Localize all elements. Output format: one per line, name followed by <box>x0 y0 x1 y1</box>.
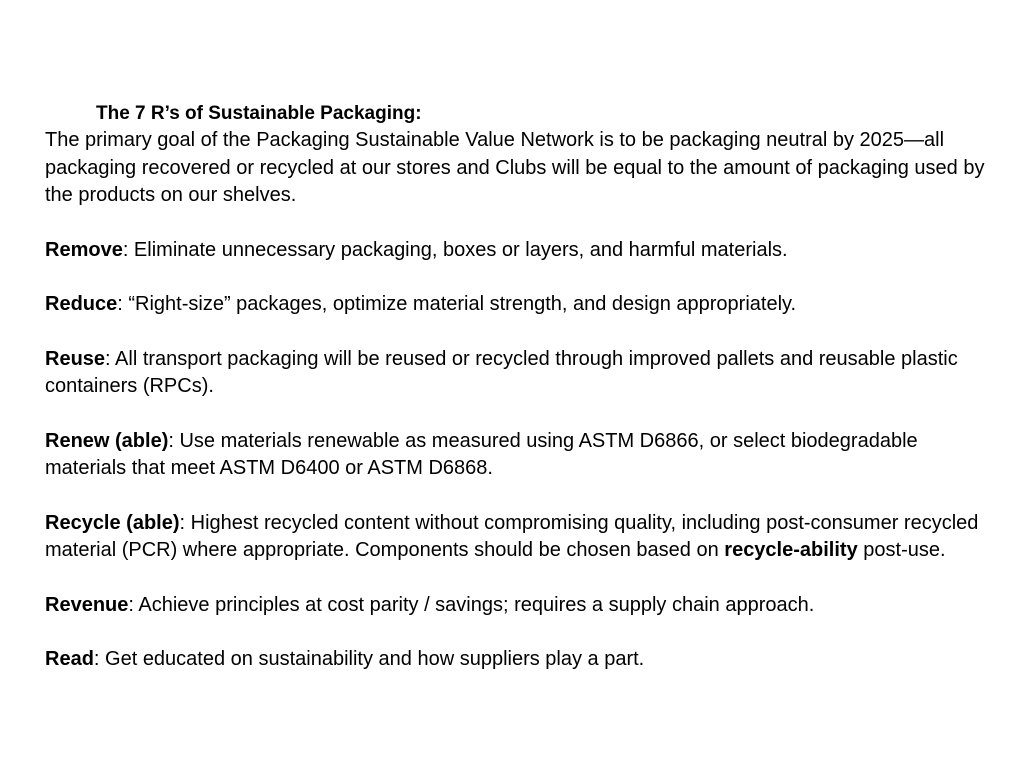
spacer <box>45 619 995 646</box>
item-text: : Achieve principles at cost parity / savings; requires a supply chain approach. <box>128 593 815 616</box>
item-remove <box>45 237 995 265</box>
item-renew <box>45 428 995 483</box>
item-term: Read <box>45 648 94 670</box>
spacer <box>45 264 995 291</box>
item-text: : Use materials renewable as measured using ASTM D6866, or select biodegradable materials that meet ASTM D6400 or ASTM D6868. <box>45 429 918 479</box>
item-text: : Get educated on sustainability and how suppliers play a part. <box>93 648 645 670</box>
spacer <box>45 565 995 592</box>
item-term: Renew (able) <box>45 429 169 452</box>
spacer <box>45 401 995 428</box>
spacer <box>45 483 995 510</box>
spacer <box>45 210 995 237</box>
item-term: Remove <box>45 238 123 261</box>
slide-title: The 7 R’s of Sustainable Packaging: <box>96 103 422 124</box>
item-term: Recycle (able) <box>45 511 180 534</box>
item-text: : “Right-size” packages, optimize material strength, and design appropriately. <box>117 293 797 315</box>
item-read <box>45 646 995 674</box>
item-emphasis: recycle-ability <box>724 539 858 561</box>
item-term: Revenue <box>45 593 129 616</box>
slide-content <box>45 100 995 674</box>
item-term: Reuse <box>45 347 106 370</box>
item-text-after: post-use. <box>857 539 946 561</box>
item-text: : All transport packaging will be reused or recycled through improved pallets and reusable plastic containers (RPCs). <box>45 347 958 397</box>
item-term: Reduce <box>45 293 118 315</box>
item-recycle <box>45 510 995 565</box>
item-text: : Highest recycled content without compromising quality, including post-consumer recycled material (PCR) where appropriate. Components should be chosen based on <box>45 511 979 561</box>
spacer <box>45 319 995 346</box>
item-reduce <box>45 291 995 319</box>
item-reuse <box>45 346 995 401</box>
intro-paragraph: The primary goal of the Packaging Sustainable Value Network is to be packaging neutral by 2025—all packaging recovered or recycled at our stores and Clubs will be equal to the amount of packaging used by the products on our shelves. <box>45 129 985 206</box>
item-text: : Eliminate unnecessary packaging, boxes or layers, and harmful materials. <box>122 238 788 261</box>
item-revenue <box>45 592 995 620</box>
